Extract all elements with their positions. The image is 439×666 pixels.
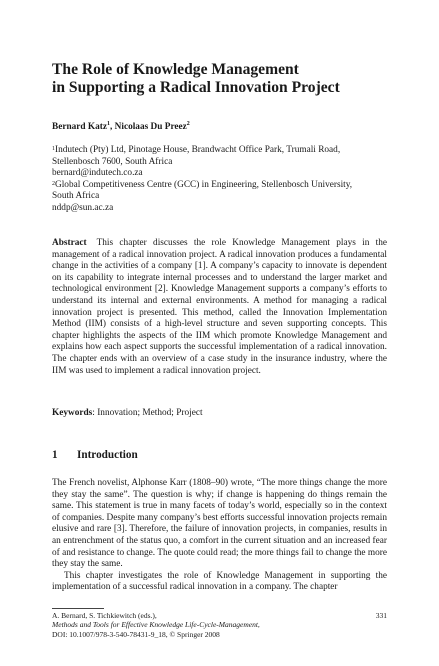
abstract-label: Abstract [52,238,87,248]
paper-title [52,61,412,97]
body-paragraph: This chapter investigates the role of Knowledge Management in supporting the implementation of a successful radical innovation in a company. The chapter [52,570,387,593]
author-name: Nicolaas Du Preez [114,122,187,132]
keywords [52,408,203,418]
affiliation-mark: 2 [52,180,55,187]
affiliation-line: Stellenbosch 7600, South Africa [52,156,173,167]
affiliations [52,145,392,215]
affiliation-line: $^1$Indutech (Pty) Ltd, Pinotage House, Brandwacht Office Park, Trumali Road, [52,145,341,155]
author-name: Bernard Katz [52,122,107,132]
keywords-value: : Innovation; Method; Project [92,408,203,418]
section-title: Introduction [77,449,138,461]
footer-divider [52,608,104,609]
section-number: 1 [52,449,58,461]
keywords-label: Keywords [52,408,93,418]
footer-editors: A. Bernard, S. Tichkiewitch (eds.), [52,611,157,620]
footer-book-title: Methods and Tools for Effective Knowledge Life-Cycle-Management, [52,620,260,630]
page-number: 331 [375,611,387,620]
author-email: nddp@sun.ac.za [52,202,114,213]
author-separator: , [110,122,115,132]
footer [52,611,387,639]
author-affiliation-mark: 2 [186,121,190,127]
abstract-text: This chapter discusses the role Knowledge Management plays in the management of a radical innovation project. A radical innovation produces a fundamental change in the activities of a company [1]. A company’s capacity to innovate is dependent on its capability to integrate internal processes and to understand the larger market and technological environment [2]. Knowledge Management supports a company’s efforts to understand its internal and external environments. A method for managing a radical innovation project is presented. This method, called the Innovation Implementation Method (IIM) consists of a high-level structure and seven supporting concepts. This chapter highlights the aspects of the IIM which promote Knowledge Management and explains how each aspect supports the successful implementation of a radical innovation. The chapter ends with an overview of a case study in the insurance industry, where the IIM was used to implement a radical innovation project. [52,238,387,376]
author-affiliation-mark: 1 [107,121,110,127]
title-line-1: The Role of Knowledge Management [52,61,299,78]
author-email: bernard@indutech.co.za [52,168,143,179]
affiliation-line: South Africa [52,191,100,202]
section-body [52,478,387,594]
abstract [52,238,387,377]
title-line-2: in Supporting a Radical Innovation Project [52,79,340,96]
affiliation-line: $^2$Global Competitiveness Centre (GCC) in Engineering, Stellenbosch University, [52,179,353,190]
affiliation-mark: 1 [52,146,55,152]
footer-doi: DOI: 10.1007/978-3-540-78431-9_18, © Springer 2008 [52,629,220,639]
author-list [52,122,190,132]
body-paragraph: The French novelist, Alphonse Karr (1808–90) wrote, “The more things change the more they stay the same”. The question is why; if change is happening do things remain the same. This statement is true in many facets of today’s world, especially so in the context of companies. Despite many company’s best efforts successful innovation projects remain elusive and rare [3]. Therefore, the failure of innovation projects, in companies, results in an entrenchment of the status quo, a comfort in the current situation and an increased fear of and resistance to change. The quote could read; the more things fail to change the more they stay the same. [52,478,387,570]
section-heading [52,449,138,461]
